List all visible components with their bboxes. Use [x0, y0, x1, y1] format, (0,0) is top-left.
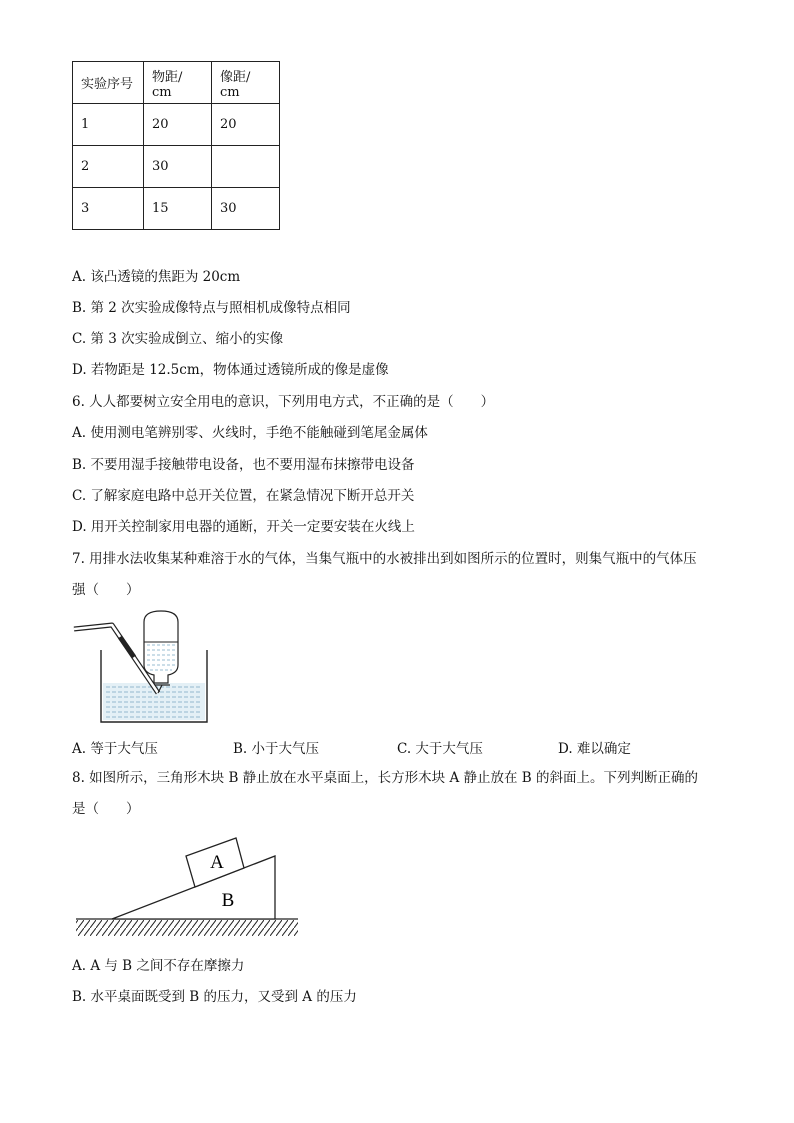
q7-option-a: A. 等于大气压: [72, 741, 158, 757]
table-cell: 20: [212, 104, 280, 146]
q5-option-a: A. 该凸透镜的焦距为 20cm: [72, 269, 241, 285]
q8-stem-line1: 8. 如图所示，三角形木块 B 静止放在水平桌面上，长方形木块 A 静止放在 B 的斜面上。下列判断正确的: [72, 770, 699, 786]
block-a-label: A: [210, 852, 224, 873]
q6-option-c: C. 了解家庭电路中总开关位置，在紧急情况下断开总开关: [72, 488, 415, 504]
q7-stem-line1: 7. 用排水法收集某种难溶于水的气体，当集气瓶中的水被排出到如图所示的位置时，则集气瓶中的气体压: [72, 551, 697, 567]
table-cell: 2: [73, 146, 144, 188]
table-row: [73, 188, 280, 230]
table-cell: 20: [144, 104, 212, 146]
table-header-cell: 像距/ cm: [212, 62, 280, 104]
q6-option-a: A. 使用测电笔辨别零、火线时，手绝不能触碰到笔尾金属体: [72, 425, 428, 441]
table-cell: 30: [144, 146, 212, 188]
table-cell: 30: [212, 188, 280, 230]
q8-option-b: B. 水平桌面既受到 B 的压力，又受到 A 的压力: [72, 989, 357, 1005]
wedge-b-label: B: [221, 890, 235, 911]
q8-option-a: A. A 与 B 之间不存在摩擦力: [72, 958, 245, 974]
q7-stem-line2: 强（ ）: [72, 582, 140, 598]
q8-stem-line2: 是（ ）: [72, 801, 140, 817]
table-header-cell: 物距/ cm: [144, 62, 212, 104]
table-cell: 3: [73, 188, 144, 230]
q7-option-c: C. 大于大气压: [397, 741, 483, 757]
q7-option-d: D. 难以确定: [558, 741, 631, 757]
q5-option-c: C. 第 3 次实验成倒立、缩小的实像: [72, 331, 284, 347]
q7-option-b: B. 小于大气压: [233, 741, 320, 757]
table-row: [73, 104, 280, 146]
q6-stem: 6. 人人都要树立安全用电的意识，下列用电方式，不正确的是（ ）: [72, 394, 495, 410]
table-cell: 1: [73, 104, 144, 146]
table-header-cell: 实验序号: [73, 62, 144, 104]
table-row: [73, 146, 280, 188]
q7-options: [72, 737, 712, 755]
table-cell: [212, 146, 280, 188]
wedge-block-figure: [72, 832, 300, 940]
q5-option-b: B. 第 2 次实验成像特点与照相机成像特点相同: [72, 300, 351, 316]
q6-option-d: D. 用开关控制家用电器的通断，开关一定要安装在火线上: [72, 519, 415, 535]
q6-option-b: B. 不要用湿手接触带电设备，也不要用湿布抹擦带电设备: [72, 457, 415, 473]
table-header-row: [73, 62, 280, 104]
lens-experiment-table: [72, 61, 280, 230]
water-displacement-figure: [70, 605, 220, 727]
table-cell: 15: [144, 188, 212, 230]
q5-option-d: D. 若物距是 12.5cm，物体通过透镜所成的像是虚像: [72, 362, 389, 378]
